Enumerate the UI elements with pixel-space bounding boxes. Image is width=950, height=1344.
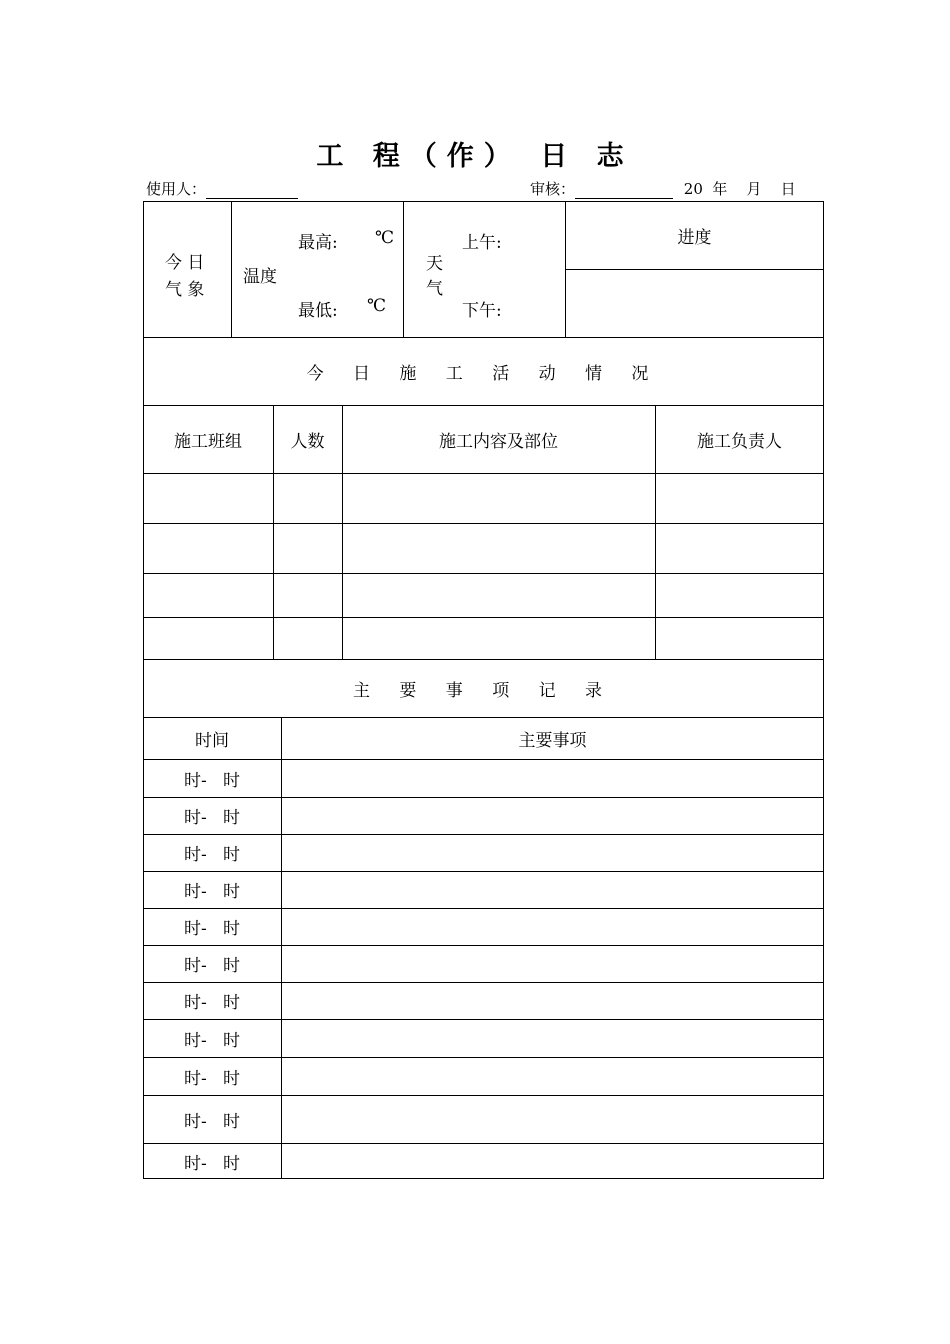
reviewer-label: 审核： xyxy=(530,180,576,198)
page-title: 工 程（作） 日 志 xyxy=(316,141,634,172)
record-time-cell[interactable]: 时- 时 xyxy=(184,770,240,791)
reviewer-field xyxy=(530,178,796,199)
record-time-cell[interactable]: 时- 时 xyxy=(184,956,240,976)
record-time-cell[interactable]: 时- 时 xyxy=(184,808,240,828)
weather-label-2: 气 xyxy=(426,279,443,299)
user-field xyxy=(146,178,298,199)
record-time-cell[interactable]: 时- 时 xyxy=(184,1111,240,1132)
low-temp-label: 最低: xyxy=(298,301,338,321)
record-item-cell[interactable] xyxy=(281,834,824,871)
record-item-cell[interactable] xyxy=(281,759,824,797)
today-weather-label-2: 气 象 xyxy=(165,280,205,300)
record-time-cell[interactable]: 时- 时 xyxy=(184,845,240,865)
record-item-cell[interactable] xyxy=(281,1019,824,1057)
col-headcount: 人数 xyxy=(290,432,325,452)
col-supervisor: 施工负责人 xyxy=(697,432,782,452)
date-text: 20 年 月 日 xyxy=(683,180,796,198)
morning-label: 上午: xyxy=(462,233,502,253)
progress-value-cell[interactable] xyxy=(565,269,824,338)
col-team: 施工班组 xyxy=(174,432,242,452)
record-item-cell[interactable] xyxy=(281,982,824,1019)
col-main-item: 主要事项 xyxy=(518,731,587,751)
record-time-cell[interactable]: 时- 时 xyxy=(184,1068,240,1089)
record-time-cell[interactable]: 时- 时 xyxy=(184,1153,240,1174)
afternoon-label: 下午: xyxy=(462,301,502,321)
record-item-cell[interactable] xyxy=(281,871,824,908)
col-content: 施工内容及部位 xyxy=(439,432,558,452)
user-label: 使用人： xyxy=(146,180,207,198)
record-item-cell[interactable] xyxy=(281,908,824,945)
record-time-cell[interactable]: 时- 时 xyxy=(184,1030,240,1051)
record-time-cell[interactable]: 时- 时 xyxy=(184,882,240,902)
activity-section-title: 今 日 施 工 活 动 情 况 xyxy=(306,364,661,384)
record-item-cell[interactable] xyxy=(281,1143,824,1179)
record-time-cell[interactable]: 时- 时 xyxy=(184,919,240,939)
record-item-cell[interactable] xyxy=(281,945,824,982)
record-time-cell[interactable]: 时- 时 xyxy=(184,993,240,1013)
record-item-cell[interactable] xyxy=(281,1057,824,1095)
weather-label-1: 天 xyxy=(426,254,443,274)
reviewer-input-line[interactable] xyxy=(575,183,673,199)
temperature-label: 温度 xyxy=(243,267,277,287)
user-input-line[interactable] xyxy=(206,183,298,199)
today-weather-label-1: 今 日 xyxy=(165,253,205,273)
record-item-cell[interactable] xyxy=(281,797,824,834)
high-temp-label: 最高: xyxy=(298,233,338,253)
col-time: 时间 xyxy=(195,731,229,751)
high-temp-unit: ℃ xyxy=(375,228,395,248)
progress-label: 进度 xyxy=(677,227,712,248)
records-section-title: 主 要 事 项 记 录 xyxy=(352,681,615,701)
record-item-cell[interactable] xyxy=(281,1095,824,1143)
low-temp-unit: ℃ xyxy=(367,296,387,316)
